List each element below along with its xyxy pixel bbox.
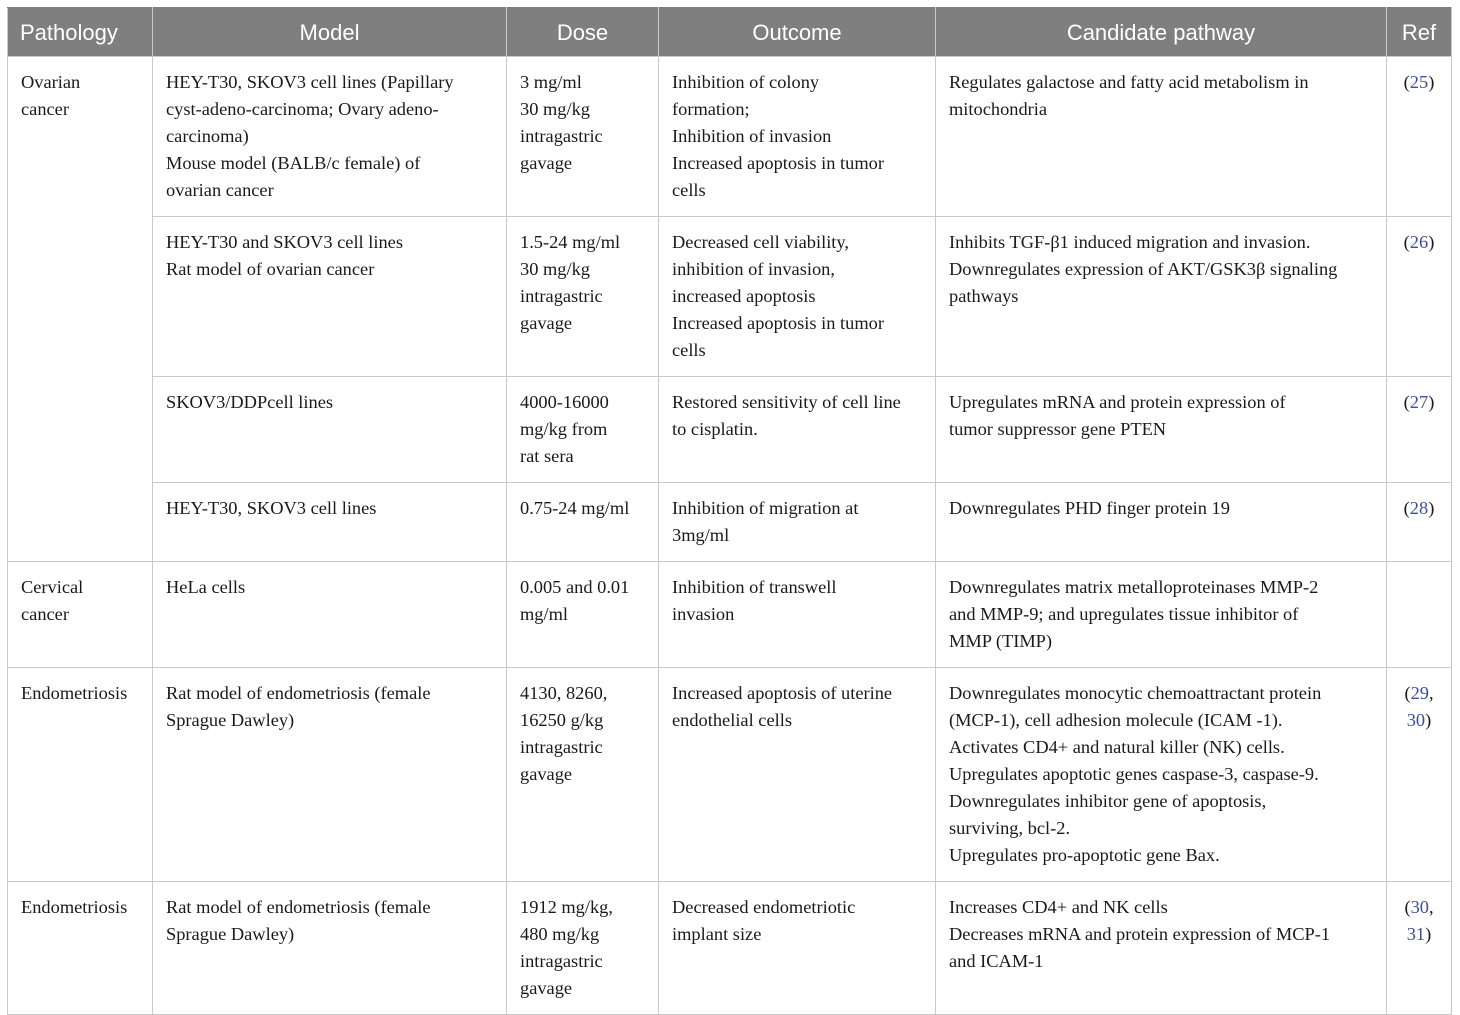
citation-link[interactable]: 27 bbox=[1409, 392, 1429, 412]
citation-link[interactable]: 26 bbox=[1409, 232, 1429, 252]
ref-suffix: , bbox=[1428, 897, 1434, 917]
outcome-cell: Inhibition of migration at 3mg/ml bbox=[659, 483, 936, 562]
dose-cell: 0.75-24 mg/ml bbox=[507, 483, 659, 562]
header-pathology: Pathology bbox=[8, 8, 153, 57]
outcome-cell: Decreased endometriotic implant size bbox=[659, 882, 936, 1015]
model-cell: HEY-T30, SKOV3 cell lines bbox=[153, 483, 507, 562]
dose-cell: 4000-16000 mg/kg from rat sera bbox=[507, 377, 659, 483]
header-model: Model bbox=[153, 8, 507, 57]
ref-suffix: , bbox=[1428, 683, 1434, 703]
pathway-cell: Inhibits TGF-β1 induced migration and invasion. Downregulates expression of AKT/GSK3β signaling pathways bbox=[936, 217, 1387, 377]
citation-link[interactable]: 31 bbox=[1406, 924, 1426, 944]
pathway-cell: Downregulates matrix metalloproteinases MMP-2 and MMP-9; and upregulates tissue inhibitor of MMP (TIMP) bbox=[936, 562, 1387, 668]
ref-suffix: ) bbox=[1425, 924, 1432, 944]
ref-prefix: ( bbox=[1404, 683, 1411, 703]
ref-suffix: ) bbox=[1428, 498, 1435, 518]
ref-suffix: ) bbox=[1428, 392, 1435, 412]
pathway-cell: Regulates galactose and fatty acid metabolism in mitochondria bbox=[936, 57, 1387, 217]
table-row bbox=[8, 668, 1452, 882]
ref-prefix: ( bbox=[1403, 72, 1410, 92]
ref-cell bbox=[1387, 882, 1452, 1015]
model-cell: HEY-T30 and SKOV3 cell lines Rat model of ovarian cancer bbox=[153, 217, 507, 377]
outcome-cell: Decreased cell viability, inhibition of invasion, increased apoptosis Increased apoptosis in tumor cells bbox=[659, 217, 936, 377]
ref-cell bbox=[1387, 57, 1452, 217]
citation-link[interactable]: 30 bbox=[1406, 710, 1426, 730]
model-cell: Rat model of endometriosis (female Sprague Dawley) bbox=[153, 668, 507, 882]
ref-line bbox=[1391, 229, 1447, 256]
header-outcome: Outcome bbox=[659, 8, 936, 57]
model-cell: HEY-T30, SKOV3 cell lines (Papillary cyst-adeno-carcinoma; Ovary adeno- carcinoma) Mouse model (BALB/c female) of ovarian cancer bbox=[153, 57, 507, 217]
pathway-cell: Increases CD4+ and NK cells Decreases mRNA and protein expression of MCP-1 and ICAM-1 bbox=[936, 882, 1387, 1015]
table-row bbox=[8, 377, 1452, 483]
dose-cell: 4130, 8260, 16250 g/kg intragastric gavage bbox=[507, 668, 659, 882]
ref-cell bbox=[1387, 483, 1452, 562]
outcome-cell: Inhibition of colony formation; Inhibition of invasion Increased apoptosis in tumor cells bbox=[659, 57, 936, 217]
table-row bbox=[8, 217, 1452, 377]
model-cell: Rat model of endometriosis (female Sprague Dawley) bbox=[153, 882, 507, 1015]
ref-cell bbox=[1387, 377, 1452, 483]
pathology-table bbox=[7, 7, 1452, 1015]
pathway-cell: Upregulates mRNA and protein expression of tumor suppressor gene PTEN bbox=[936, 377, 1387, 483]
header-row bbox=[8, 8, 1452, 57]
ref-prefix: ( bbox=[1403, 392, 1410, 412]
header-candidate-pathway: Candidate pathway bbox=[936, 8, 1387, 57]
ref-suffix: ) bbox=[1428, 72, 1435, 92]
pathology-cell: Endometriosis bbox=[8, 668, 153, 882]
ref-line bbox=[1391, 921, 1447, 948]
pathway-cell: Downregulates PHD finger protein 19 bbox=[936, 483, 1387, 562]
outcome-cell: Increased apoptosis of uterine endothelial cells bbox=[659, 668, 936, 882]
ref-cell bbox=[1387, 562, 1452, 668]
citation-link[interactable]: 29 bbox=[1410, 683, 1429, 703]
outcome-cell: Restored sensitivity of cell line to cisplatin. bbox=[659, 377, 936, 483]
pathology-cell: Ovarian cancer bbox=[8, 57, 153, 562]
model-cell: SKOV3/DDPcell lines bbox=[153, 377, 507, 483]
ref-line bbox=[1391, 389, 1447, 416]
table-row bbox=[8, 562, 1452, 668]
ref-prefix: ( bbox=[1404, 897, 1411, 917]
pathway-cell: Downregulates monocytic chemoattractant protein (MCP-1), cell adhesion molecule (ICAM -1). Activates CD4+ and natural killer (NK) cells. Upregulates apoptotic genes caspase-3, caspase-9. Downregulates inhibitor gene of apoptosis, surviving, bcl-2. Upregulates pro-apoptotic gene Bax. bbox=[936, 668, 1387, 882]
dose-cell: 0.005 and 0.01 mg/ml bbox=[507, 562, 659, 668]
header-ref: Ref bbox=[1387, 8, 1452, 57]
ref-line bbox=[1391, 69, 1447, 96]
table-row bbox=[8, 57, 1452, 217]
header-dose: Dose bbox=[507, 8, 659, 57]
table-body bbox=[8, 57, 1452, 1015]
dose-cell: 3 mg/ml 30 mg/kg intragastric gavage bbox=[507, 57, 659, 217]
model-cell: HeLa cells bbox=[153, 562, 507, 668]
table-header bbox=[8, 8, 1452, 57]
table-row bbox=[8, 483, 1452, 562]
pathology-cell: Cervical cancer bbox=[8, 562, 153, 668]
citation-link[interactable]: 25 bbox=[1409, 72, 1429, 92]
ref-prefix: ( bbox=[1403, 232, 1410, 252]
dose-cell: 1.5-24 mg/ml 30 mg/kg intragastric gavage bbox=[507, 217, 659, 377]
ref-suffix: ) bbox=[1428, 232, 1435, 252]
ref-line bbox=[1391, 707, 1447, 734]
ref-cell bbox=[1387, 668, 1452, 882]
ref-line bbox=[1391, 495, 1447, 522]
ref-prefix: ( bbox=[1403, 498, 1410, 518]
ref-line bbox=[1391, 680, 1447, 707]
citation-link[interactable]: 28 bbox=[1409, 498, 1429, 518]
pathology-cell: Endometriosis bbox=[8, 882, 153, 1015]
dose-cell: 1912 mg/kg, 480 mg/kg intragastric gavage bbox=[507, 882, 659, 1015]
citation-link[interactable]: 30 bbox=[1410, 897, 1429, 917]
ref-suffix: ) bbox=[1425, 710, 1432, 730]
outcome-cell: Inhibition of transwell invasion bbox=[659, 562, 936, 668]
ref-line bbox=[1391, 894, 1447, 921]
ref-cell bbox=[1387, 217, 1452, 377]
table-row bbox=[8, 882, 1452, 1015]
